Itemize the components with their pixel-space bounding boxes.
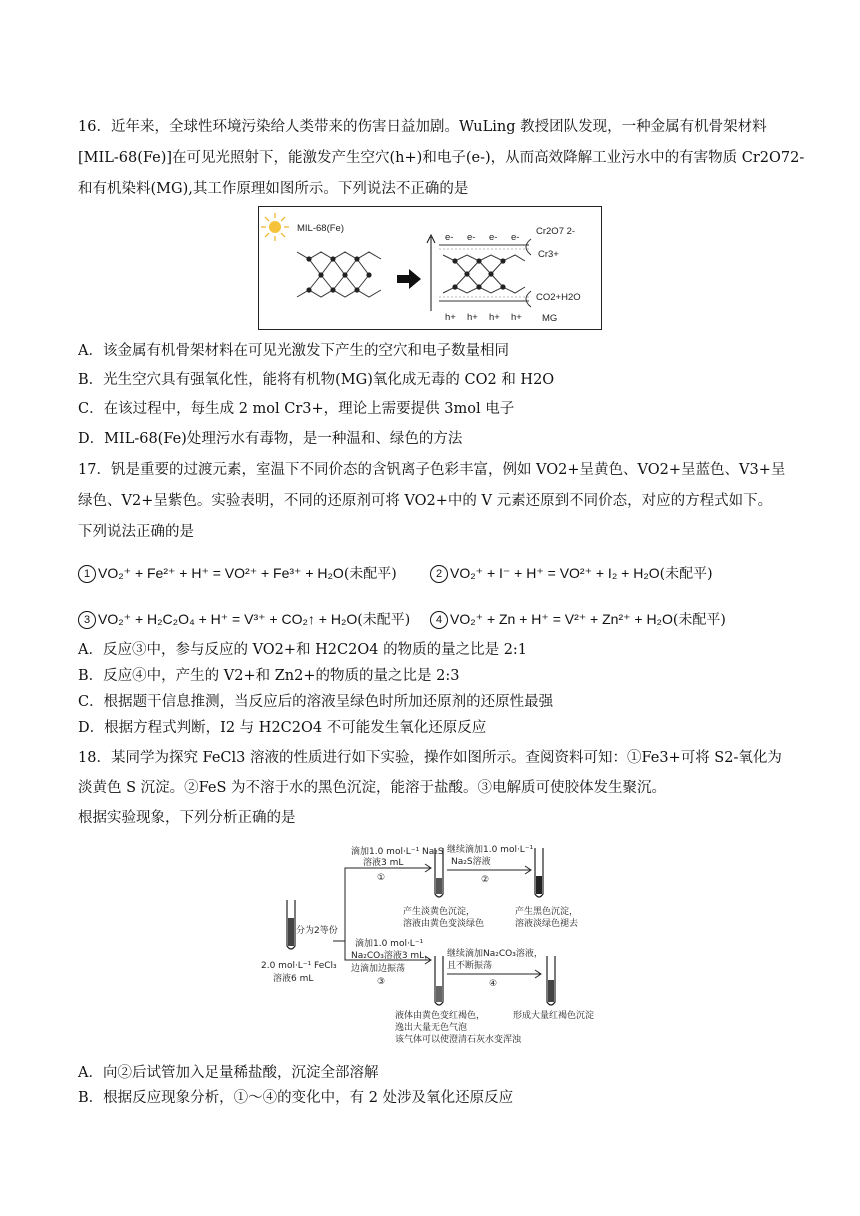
q16-option-c: C．在该过程中，每生成 2 mol Cr3+，理论上需要提供 3mol 电子	[78, 401, 515, 417]
result1-line1: 产生淡黄色沉淀，	[403, 907, 476, 917]
svg-text:e-: e-	[467, 232, 476, 243]
result3-line2: 逸出大量无色气泡	[395, 1023, 468, 1033]
svg-text:h+: h+	[511, 312, 522, 323]
q17-line1: 17．钒是重要的过渡元素，室温下不同价态的含钒离子色彩丰富，例如 VO2+呈黄色、VO2+呈蓝色、V3+呈	[78, 462, 786, 478]
svg-text:h+: h+	[467, 312, 478, 323]
step3-volume: Na₂CO₃溶液3 mL，	[351, 951, 434, 961]
equation-number: 1	[78, 565, 96, 583]
result1-line2: 溶液由黄色变淡绿色	[403, 919, 485, 929]
q18-line3: 根据实验现象，下列分析正确的是	[78, 810, 296, 826]
svg-text:e-: e-	[489, 232, 498, 243]
svg-text:e-: e-	[445, 232, 454, 243]
start-solution-label: 2.0 mol·L⁻¹ FeCl₃	[261, 961, 337, 971]
energy-arrow-icon	[427, 235, 435, 311]
co2-h2o-label: CO2+H2O	[536, 292, 581, 303]
step2-solution: Na₂S溶液	[451, 857, 491, 867]
test-tube-icon	[287, 900, 295, 949]
q17-line2: 绿色、V2+呈紫色。实验表明，不同的还原剂可将 VO2+中的 V 元素还原到不同价态，对应的方程式如下。	[78, 493, 773, 509]
sun-icon	[261, 213, 289, 241]
equation-number: 3	[78, 611, 96, 629]
material-label: MIL-68(Fe)	[297, 223, 344, 234]
cr2o7-label: Cr2O7 2-	[536, 226, 576, 237]
result2-line2: 溶液淡绿色褪去	[515, 919, 579, 929]
q17-line3: 下列说法正确的是	[78, 524, 194, 540]
step1-volume: 溶液3 mL	[363, 858, 404, 868]
step4-method: 且不断振荡	[447, 961, 493, 971]
start-volume-label: 溶液6 mL	[273, 974, 314, 984]
step3-number: ③	[377, 977, 386, 987]
q18-option-a: A．向②后试管加入足量稀盐酸，沉淀全部溶解	[78, 1065, 379, 1081]
equation-1: 1 VO₂⁺ + Fe²⁺ + H⁺ = VO²⁺ + Fe³⁺ + H₂O(未配平)	[78, 563, 397, 583]
q16-option-a: A．该金属有机骨架材料在可见光激发下产生的空穴和电子数量相同	[78, 343, 509, 359]
q16-line3: 和有机染料(MG),其工作原理如图所示。下列说法不正确的是	[78, 181, 469, 197]
q17-option-c: C．根据题干信息推测，当反应后的溶液呈绿色时所加还原剂的还原性最强	[78, 694, 554, 710]
q16-option-d: D．MIL-68(Fe)处理污水有毒物，是一种温和、绿色的方法	[78, 431, 463, 447]
q17-option-a: A．反应③中，参与反应的 VO2+和 H2C2O4 的物质的量之比是 2:1	[78, 642, 528, 658]
test-tube-icon	[547, 956, 555, 1005]
test-tube-icon	[435, 956, 443, 1005]
equation-number: 2	[430, 565, 448, 583]
step1-reagent: 滴加1.0 mol·L⁻¹ Na₂S	[351, 847, 444, 857]
result3-line1: 液体由黄色变红褐色，	[395, 1011, 486, 1021]
svg-text:h+: h+	[489, 312, 500, 323]
svg-text:e-: e-	[511, 232, 520, 243]
result3-line3: 该气体可以使澄清石灰水变浑浊	[395, 1035, 522, 1045]
q17-option-b: B．反应④中，产生的 V2+和 Zn2+的物质的量之比是 2:3	[78, 668, 460, 684]
test-tube-icon	[535, 848, 543, 897]
mg-label: MG	[542, 313, 558, 324]
step4-reagent: 继续滴加Na₂CO₃溶液，	[447, 949, 543, 959]
step2-reagent: 继续滴加1.0 mol·L⁻¹	[447, 845, 534, 855]
step4-number: ④	[489, 979, 498, 989]
q17-option-d: D．根据方程式判断，I2 与 H2C2O4 不可能发生氧化还原反应	[78, 720, 487, 736]
q16-option-b: B．光生空穴具有强氧化性，能将有机物(MG)氧化成无毒的 CO2 和 H2O	[78, 372, 555, 388]
equation-4: 4 VO₂⁺ + Zn + H⁺ = V²⁺ + Zn²⁺ + H₂O(未配平)	[430, 609, 726, 629]
process-arrow-icon	[397, 269, 421, 289]
mof-mechanism-figure	[258, 206, 602, 330]
result4-line1: 形成大量红褐色沉淀	[513, 1011, 595, 1021]
q18-line1: 18．某同学为探究 FeCl3 溶液的性质进行如下实验，操作如图所示。查阅资料可知：①Fe3+可将 S2-氧化为	[78, 750, 782, 766]
equation-2: 2 VO₂⁺ + I⁻ + H⁺ = VO²⁺ + I₂ + H₂O(未配平)	[430, 563, 713, 583]
electron-row	[445, 232, 519, 243]
step1-number: ①	[377, 873, 386, 883]
q16-line2: [MIL-68(Fe)]在可见光照射下，能激发产生空穴(h+)和电子(e-)，从而高效降解工业污水中的有害物质 Cr2O72-	[78, 150, 805, 166]
cr3-label: Cr3+	[538, 249, 559, 260]
svg-text:h+: h+	[445, 312, 456, 323]
q18-line2: 淡黄色 S 沉淀。②FeS 为不溶于水的黑色沉淀，能溶于盐酸。③电解质可使胶体发生聚沉。	[78, 780, 667, 796]
equation-3: 3 VO₂⁺ + H₂C₂O₄ + H⁺ = V³⁺ + CO₂↑ + H₂O(未配平)	[78, 609, 410, 629]
result2-line1: 产生黑色沉淀，	[515, 907, 579, 917]
fecl3-experiment-figure	[255, 838, 610, 1053]
q16-line1: 16．近年来，全球性环境污染给人类带来的伤害日益加剧。WuLing 教授团队发现，一种金属有机骨架材料	[78, 119, 767, 135]
split-label: 分为2等份	[296, 926, 338, 936]
equation-number: 4	[430, 611, 448, 629]
step2-number: ②	[481, 875, 490, 885]
step3-method: 边滴加边振荡	[351, 964, 406, 974]
q18-option-b: B．根据反应现象分析，①～④的变化中，有 2 处涉及氧化还原反应	[78, 1090, 514, 1106]
hole-row	[445, 312, 522, 323]
step3-reagent: 滴加1.0 mol·L⁻¹	[355, 939, 424, 949]
